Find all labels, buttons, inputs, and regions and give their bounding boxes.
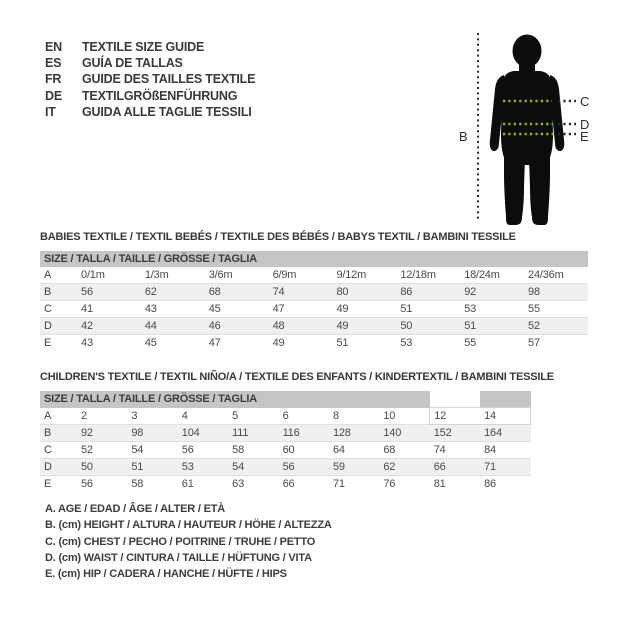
cell-highlighted: 14 [480, 408, 530, 425]
cell: 68 [205, 284, 269, 301]
cell: 62 [379, 459, 429, 476]
cell: 49 [336, 303, 349, 315]
cell: 41 [81, 303, 93, 315]
cell: 50 [396, 318, 460, 335]
cell: 86 [396, 284, 460, 301]
cell: 98 [524, 284, 588, 301]
cell: 8 [332, 409, 339, 422]
row-label: D [40, 459, 77, 476]
lang-row-fr [45, 71, 255, 87]
cell: 71 [480, 459, 530, 476]
child-silhouette [490, 35, 565, 226]
cell: 56 [77, 284, 141, 301]
row-label: E [44, 478, 52, 490]
cell: 9/12m [336, 269, 367, 281]
cell: 55 [464, 337, 477, 349]
legend-item-height: B. (cm) HEIGHT / ALTURA / HAUTEUR / HÖHE / ALTEZZA [45, 519, 332, 532]
cell: 53 [400, 337, 413, 349]
cell: 84 [484, 444, 496, 456]
cell: 58 [131, 478, 144, 490]
cell: 111 [228, 425, 278, 442]
cell: 43 [144, 303, 157, 315]
legend-item-hip: E. (cm) HIP / CADERA / HANCHE / HÜFTE / HIPS [45, 568, 287, 581]
cell: 51 [460, 318, 524, 335]
cell: 51 [336, 337, 349, 349]
cell: 49 [272, 337, 285, 349]
cell: 58 [232, 444, 245, 456]
cell: 10 [383, 409, 396, 422]
lang-code: FR [45, 72, 62, 87]
cell: 5 [232, 409, 239, 422]
cell: 53 [464, 303, 477, 315]
cell: 44 [141, 318, 205, 335]
lang-row-it [45, 104, 255, 120]
row-label: B [40, 284, 77, 301]
row-label: B [40, 425, 77, 442]
cell: 59 [329, 459, 379, 476]
cell: 42 [77, 318, 141, 335]
table-header-row [40, 391, 531, 408]
cell: 74 [269, 284, 333, 301]
cell: 116 [279, 425, 329, 442]
row-label: A [44, 269, 52, 281]
table-row [40, 408, 531, 425]
lang-code: IT [45, 104, 56, 119]
table-row [40, 284, 588, 301]
babies-size-table [40, 251, 588, 351]
cell: 54 [228, 459, 278, 476]
lang-label: TEXTILE SIZE GUIDE [82, 40, 205, 54]
cell: 60 [282, 444, 295, 456]
table-row [40, 335, 588, 352]
cell: 56 [279, 459, 329, 476]
cell: 53 [178, 459, 228, 476]
cell: 24/36m [528, 269, 564, 281]
cell: 74 [433, 444, 446, 456]
cell: 4 [181, 409, 188, 422]
lang-code: EN [45, 40, 62, 54]
cell: 51 [127, 459, 177, 476]
height-label-b: B [459, 129, 468, 144]
cell: 68 [383, 444, 396, 456]
cell-highlighted: 12 [430, 408, 480, 425]
babies-section-title: BABIES TEXTILE / TEXTIL BEBÉS / TEXTILE DES BÉBÉS / BABYS TEXTIL / BAMBINI TESSILE [40, 231, 516, 243]
size-header-ext [480, 391, 530, 408]
cell: 52 [81, 444, 93, 456]
lang-row-en [45, 39, 255, 55]
cell: 104 [178, 425, 228, 442]
cell: 47 [272, 303, 285, 315]
lang-label: GUÍA DE TALLAS [82, 56, 183, 71]
cell: 81 [433, 478, 446, 490]
legend-item-chest: C. (cm) CHEST / PECHO / POITRINE / TRUHE / PETTO [45, 535, 316, 548]
table-row [40, 425, 531, 442]
row-label: C [44, 444, 52, 456]
hip-label-e: E [580, 129, 589, 144]
table-header-row [40, 251, 588, 267]
table-row [40, 267, 588, 284]
lang-label: GUIDA ALLE TAGLIE TESSILI [82, 104, 252, 119]
cell: 43 [81, 337, 93, 349]
cell: 6/9m [272, 269, 297, 281]
lang-label: TEXTILGRÖßENFÜHRUNG [82, 88, 238, 103]
cell: 0/1m [81, 269, 105, 281]
children-size-table [40, 391, 531, 492]
waist-label-d: D [580, 117, 590, 132]
cell: 56 [181, 444, 194, 456]
table-row [40, 318, 588, 335]
cell: 63 [232, 478, 245, 490]
lang-code: ES [45, 56, 62, 71]
cell: 140 [379, 425, 429, 442]
row-label: E [44, 337, 52, 349]
table-row [40, 459, 531, 476]
cell: 52 [524, 318, 588, 335]
size-header: SIZE / TALLA / TAILLE / GRÖSSE / TAGLIA [40, 251, 588, 267]
cell: 66 [282, 478, 295, 490]
measurement-figure [455, 15, 605, 230]
cell: 76 [383, 478, 396, 490]
cell: 1/3m [144, 269, 169, 281]
cell: 6 [282, 409, 289, 422]
child-silhouette-diagram [455, 15, 605, 230]
cell: 50 [77, 459, 127, 476]
cell: 18/24m [464, 269, 500, 281]
cell: 128 [329, 425, 379, 442]
cell: 152 [430, 425, 480, 442]
lang-label: GUIDE DES TAILLES TEXTILE [82, 72, 256, 87]
cell: 3 [131, 409, 138, 422]
cell: 57 [528, 337, 540, 349]
cell: 48 [269, 318, 333, 335]
legend-item-waist: D. (cm) WAIST / CINTURA / TAILLE / HÜFTUNG / VITA [45, 551, 312, 564]
size-header: SIZE / TALLA / TAILLE / GRÖSSE / TAGLIA [40, 391, 379, 408]
row-label: D [40, 318, 77, 335]
table-row [40, 442, 531, 459]
chest-label-c: C [580, 94, 590, 109]
cell: 45 [144, 337, 157, 349]
language-list [45, 39, 255, 120]
cell: 51 [400, 303, 413, 315]
cell: 62 [141, 284, 205, 301]
size-header-gap [430, 391, 480, 408]
cell: 92 [77, 425, 127, 442]
table-row [40, 476, 531, 493]
cell: 61 [181, 478, 194, 490]
cell: 56 [81, 478, 93, 490]
children-section-title: CHILDREN'S TEXTILE / TEXTIL NIÑO/A / TEXTILE DES ENFANTS / KINDERTEXTIL / BAMBINI TESSILE [40, 371, 554, 383]
cell: 64 [332, 444, 345, 456]
table-row [40, 301, 588, 318]
cell: 45 [208, 303, 221, 315]
cell: 71 [332, 478, 345, 490]
cell: 46 [205, 318, 269, 335]
lang-row-es [45, 55, 255, 71]
cell: 66 [430, 459, 480, 476]
cell: 164 [480, 425, 530, 442]
cell: 12/18m [400, 269, 436, 281]
cell: 2 [81, 409, 87, 422]
lang-row-de [45, 88, 255, 104]
row-label: C [44, 303, 52, 315]
cell: 55 [528, 303, 540, 315]
cell: 98 [127, 425, 177, 442]
row-label: A [44, 409, 52, 422]
cell: 49 [332, 318, 396, 335]
cell: 47 [208, 337, 221, 349]
size-header-ext [379, 391, 429, 408]
lang-code: DE [45, 88, 62, 103]
measurement-legend [45, 501, 332, 582]
cell: 86 [484, 478, 496, 490]
cell: 3/6m [208, 269, 233, 281]
cell: 92 [460, 284, 524, 301]
legend-item-age: A. AGE / EDAD / ÂGE / ALTER / ETÀ [45, 503, 226, 515]
cell: 80 [332, 284, 396, 301]
cell: 54 [131, 444, 144, 456]
